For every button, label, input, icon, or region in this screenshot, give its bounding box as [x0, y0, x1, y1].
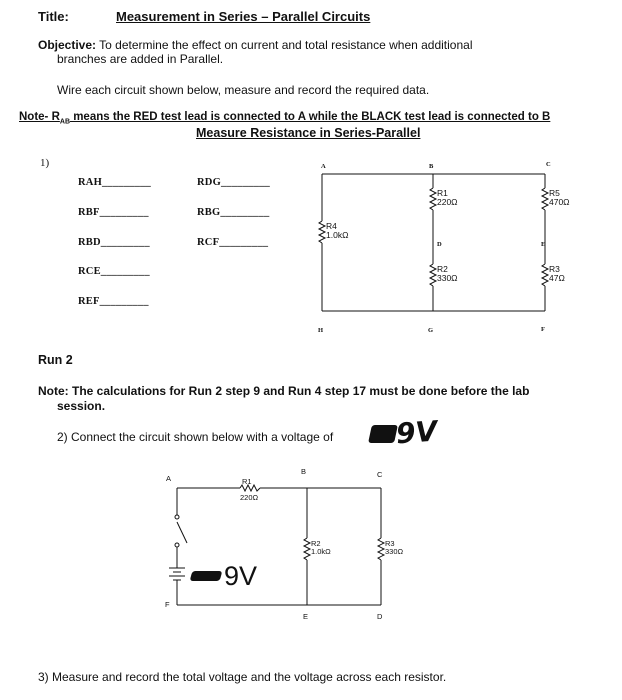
handwritten-voltage: 9V [394, 414, 439, 451]
note-text: means the RED test lead is connected to A while the BLACK test lead is connected to B [70, 111, 551, 123]
c1-node-b: B [429, 163, 434, 170]
step-1-number: 1) [40, 157, 50, 169]
step-2-text: 2) Connect the circuit shown below with a voltage of [57, 430, 334, 444]
battery-scribble [190, 571, 223, 581]
c2-r2-name: R2 [311, 539, 321, 548]
c2-node-b: B [301, 467, 307, 476]
page-title: Measurement in Series – Parallel Circuits [116, 9, 371, 24]
measure-rdg-blank: _________ [220, 177, 270, 188]
objective-text-2: branches are added in Parallel. [57, 52, 224, 66]
measure-rah-label: RAH [78, 177, 102, 188]
measure-rbg-blank: _________ [220, 207, 270, 218]
c1-r2-name: R2 [437, 264, 448, 274]
note-prefix: Note- R [19, 111, 60, 123]
c1-node-a: A [321, 163, 326, 170]
c2-r3-value: 330Ω [385, 547, 404, 556]
c2-r2-value: 1.0kΩ [311, 547, 331, 556]
c2-r1-label [242, 478, 252, 486]
c2-r3-name: R3 [385, 539, 395, 548]
title-label: Title: [38, 9, 69, 24]
c2-node-d: D [377, 612, 383, 621]
c1-node-f: F [541, 326, 545, 333]
measure-rbf-label: RBF [78, 207, 100, 218]
measure-rah-blank: _________ [101, 177, 151, 188]
measure-ref-blank: _________ [99, 296, 149, 307]
note-subscript: AB [59, 118, 71, 126]
measure-rcf-blank: _________ [219, 237, 269, 248]
measure-rbd-label: RBD [78, 237, 101, 248]
c1-node-d: D [437, 241, 442, 248]
run-2-note-line-1: Note: The calculations for Run 2 step 9 and Run 4 step 17 must be done before the lab [38, 384, 530, 398]
run-2-note-line-2: session. [57, 399, 106, 413]
measure-rdg-label: RDG [197, 177, 221, 188]
c1-r3-name: R3 [549, 264, 560, 274]
source-voltage-label: 9V [224, 561, 258, 591]
c1-r3-value: 47Ω [549, 273, 565, 283]
c1-node-h: H [318, 327, 324, 334]
c2-node-a: A [166, 474, 172, 483]
measure-ref-label: REF [78, 296, 100, 307]
c1-r2-value: 330Ω [437, 273, 458, 283]
measure-rbf-blank: _________ [99, 207, 149, 218]
c1-r5-value: 470Ω [549, 197, 570, 207]
c1-r4-name: R4 [326, 221, 337, 231]
run-2-heading: Run 2 [38, 353, 73, 367]
c2-r2-label [311, 540, 331, 556]
c2-node-c: C [377, 470, 383, 479]
c1-r4-value: 1.0kΩ [326, 230, 349, 240]
c2-node-e: E [303, 612, 309, 621]
c1-node-c: C [546, 161, 551, 168]
objective-label: Objective: [38, 38, 97, 52]
c2-node-f: F [165, 600, 170, 609]
measure-rce-label: RCE [78, 266, 101, 277]
c2-r3-label [385, 540, 403, 556]
section-heading: Measure Resistance in Series-Parallel [196, 126, 421, 140]
instruction-text: Wire each circuit shown below, measure and record the required data. [57, 83, 430, 97]
c1-r5-name: R5 [549, 188, 560, 198]
c2-r1-value: 220Ω [240, 493, 259, 502]
c1-r1-name: R1 [437, 188, 448, 198]
measure-rce-blank: _________ [100, 266, 150, 277]
c1-node-e: E [541, 241, 546, 248]
step-3-text: 3) Measure and record the total voltage and the voltage across each resistor. [38, 670, 447, 684]
c1-r1-value: 220Ω [437, 197, 458, 207]
measure-rbd-blank: _________ [100, 237, 150, 248]
c2-r1-name: R1 [242, 477, 252, 486]
measure-rbg-label: RBG [197, 207, 221, 218]
objective-text-1: To determine the effect on current and total resistance when additional [99, 38, 473, 52]
measure-rcf-label: RCF [197, 237, 220, 248]
c1-node-g: G [428, 327, 434, 334]
